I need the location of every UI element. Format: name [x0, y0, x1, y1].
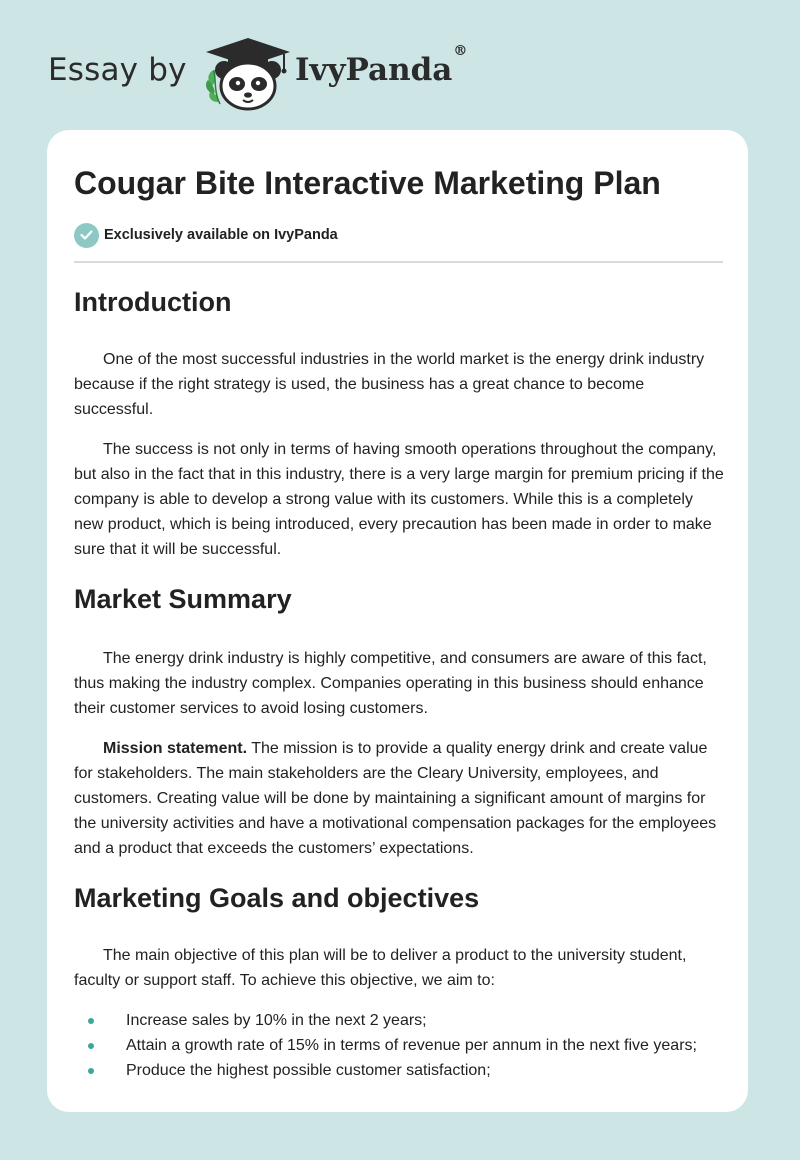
exclusive-badge: [74, 222, 338, 248]
section-heading: Market Summary: [74, 584, 292, 614]
list-item: Produce the highest possible customer satisfaction;: [74, 1058, 724, 1083]
page-title: Cougar Bite Interactive Marketing Plan: [74, 165, 661, 201]
bullet-dot-icon: [88, 1018, 94, 1024]
bullet-dot-icon: [88, 1068, 94, 1074]
mission-text: The mission is to provide a quality energy drink and create value for stakeholders. The main stakeholders are the Cleary University, employees, and customers. Creating value will be done by maintaining a significant amount of margins for the university activities and have a motivational compensation packages for the employees and a product that exceeds the customers’ expectations.: [74, 740, 717, 857]
exclusive-label: Exclusively available on IvyPanda: [104, 227, 338, 243]
section-heading: Introduction: [74, 287, 232, 317]
brand-logo-text[interactable]: IvyPanda®: [295, 42, 468, 88]
article-body: [74, 280, 724, 1083]
essay-by-label: Essay by: [48, 52, 187, 88]
registered-mark: ®: [453, 42, 468, 59]
goals-list: [74, 1008, 724, 1083]
mission-paragraph: [74, 736, 724, 861]
section-heading: Marketing Goals and objectives: [74, 883, 480, 913]
divider: [74, 261, 723, 263]
list-item: Attain a growth rate of 15% in terms of revenue per annum in the next five years;: [74, 1033, 724, 1058]
essay-card: [47, 130, 748, 1112]
list-item: Increase sales by 10% in the next 2 years;: [74, 1008, 724, 1033]
section-marketing-goals: [74, 876, 724, 1083]
site-header: [0, 0, 800, 130]
panda-graduate-icon: [200, 34, 296, 112]
bullet-dot-icon: [88, 1043, 94, 1049]
section-market-summary: [74, 577, 724, 861]
paragraph: The energy drink industry is highly competitive, and consumers are aware of this fact, thus making the industry complex. Companies operating in this business should enhance their customer services to avoid losing customers.: [74, 650, 707, 717]
check-icon: [74, 223, 99, 248]
paragraph: The main objective of this plan will be to deliver a product to the university student, faculty or support staff. To achieve this objective, we aim to:: [74, 947, 687, 989]
paragraph: The success is not only in terms of having smooth operations throughout the company, but also in the fact that in this industry, there is a very large margin for premium pricing if the company is able to develop a strong value with its customers. While this is a completely new product, which is being introduced, every precaution has been made in order to make sure that it will be successful.: [74, 441, 724, 558]
mission-label: Mission statement.: [103, 740, 248, 757]
section-introduction: [74, 280, 724, 562]
paragraph: One of the most successful industries in the world market is the energy drink industry because if the right strategy is used, the business has a great chance to become successful.: [74, 351, 705, 418]
